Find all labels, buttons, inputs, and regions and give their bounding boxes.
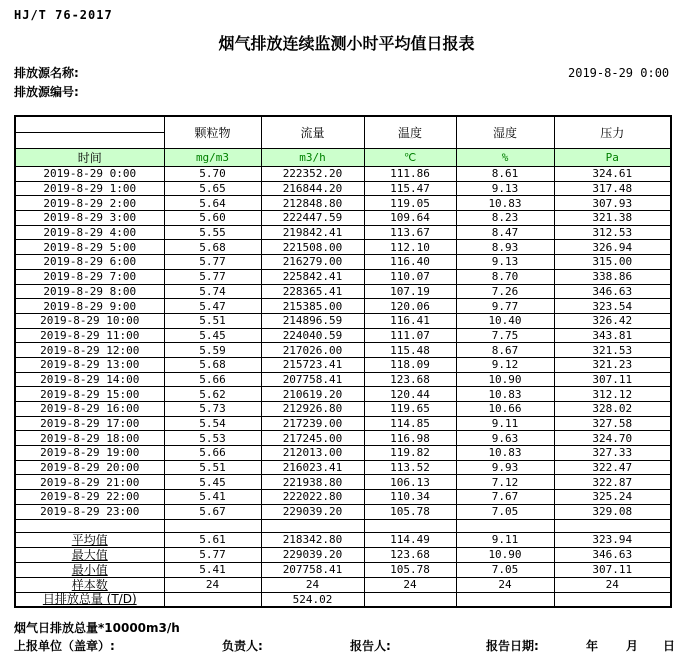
value-cell: 5.60 xyxy=(164,211,261,226)
summary-value-cell: 323.94 xyxy=(554,532,671,547)
hourly-data-row xyxy=(15,299,671,314)
split-bottom-cell xyxy=(16,133,164,148)
hourly-data-row xyxy=(15,181,671,196)
value-cell: 326.42 xyxy=(554,313,671,328)
hourly-data-row xyxy=(15,402,671,417)
summary-value-cell: 105.78 xyxy=(364,562,456,577)
hourly-data-row xyxy=(15,211,671,226)
split-top-cell xyxy=(16,117,164,133)
time-header-split-cell xyxy=(15,116,164,149)
value-cell: 7.67 xyxy=(456,490,554,505)
summary-value-cell: 24 xyxy=(456,577,554,592)
value-cell: 215385.00 xyxy=(261,299,364,314)
value-cell: 8.93 xyxy=(456,240,554,255)
unit-particulate: mg/m3 xyxy=(164,149,261,167)
summary-value-cell xyxy=(164,592,261,607)
value-cell: 113.52 xyxy=(364,460,456,475)
summary-label: 平均值 xyxy=(15,532,164,547)
reporter-label: 报告人: xyxy=(350,639,391,653)
value-cell: 105.78 xyxy=(364,504,456,519)
value-cell: 5.68 xyxy=(164,357,261,372)
value-cell: 312.12 xyxy=(554,387,671,402)
empty-cell xyxy=(456,519,554,532)
summary-value-cell: 24 xyxy=(554,577,671,592)
hourly-data-row xyxy=(15,431,671,446)
value-cell: 5.73 xyxy=(164,402,261,417)
monitoring-table xyxy=(14,115,672,608)
value-cell: 221508.00 xyxy=(261,240,364,255)
value-cell: 217245.00 xyxy=(261,431,364,446)
time-cell: 2019-8-29 10:00 xyxy=(15,313,164,328)
value-cell: 321.53 xyxy=(554,343,671,358)
value-cell: 329.08 xyxy=(554,504,671,519)
value-cell: 222447.59 xyxy=(261,211,364,226)
value-cell: 9.93 xyxy=(456,460,554,475)
value-cell: 5.41 xyxy=(164,490,261,505)
hourly-data-row xyxy=(15,475,671,490)
value-cell: 111.86 xyxy=(364,167,456,182)
value-cell: 222352.20 xyxy=(261,167,364,182)
value-cell: 119.65 xyxy=(364,402,456,417)
summary-value-cell: 24 xyxy=(261,577,364,592)
value-cell: 5.53 xyxy=(164,431,261,446)
value-cell: 327.58 xyxy=(554,416,671,431)
value-cell: 110.34 xyxy=(364,490,456,505)
hourly-data-row xyxy=(15,460,671,475)
summary-label: 最小值 xyxy=(15,562,164,577)
summary-row xyxy=(15,577,671,592)
summary-label: 最大值 xyxy=(15,547,164,562)
value-cell: 324.61 xyxy=(554,167,671,182)
time-cell: 2019-8-29 0:00 xyxy=(15,167,164,182)
value-cell: 116.40 xyxy=(364,255,456,270)
hourly-data-row xyxy=(15,504,671,519)
summary-value-cell: 207758.41 xyxy=(261,562,364,577)
value-cell: 5.70 xyxy=(164,167,261,182)
value-cell: 307.11 xyxy=(554,372,671,387)
summary-value-cell xyxy=(456,592,554,607)
time-cell: 2019-8-29 5:00 xyxy=(15,240,164,255)
summary-row xyxy=(15,547,671,562)
hourly-data-row xyxy=(15,372,671,387)
source-id-label: 排放源编号: xyxy=(14,85,79,99)
value-cell: 10.83 xyxy=(456,196,554,211)
hourly-data-row xyxy=(15,284,671,299)
time-cell: 2019-8-29 17:00 xyxy=(15,416,164,431)
value-cell: 110.07 xyxy=(364,269,456,284)
summary-value-cell: 5.41 xyxy=(164,562,261,577)
summary-value-cell xyxy=(364,592,456,607)
responsible-person-label: 负责人: xyxy=(222,639,263,653)
unit-flow: m3/h xyxy=(261,149,364,167)
value-cell: 10.83 xyxy=(456,446,554,461)
summary-value-cell: 123.68 xyxy=(364,547,456,562)
report-datetime: 2019-8-29 0:00 xyxy=(568,66,670,80)
summary-value-cell: 7.05 xyxy=(456,562,554,577)
value-cell: 225842.41 xyxy=(261,269,364,284)
value-cell: 10.40 xyxy=(456,313,554,328)
time-cell: 2019-8-29 14:00 xyxy=(15,372,164,387)
month-label: 月 xyxy=(626,639,639,653)
empty-cell xyxy=(554,519,671,532)
value-cell: 7.05 xyxy=(456,504,554,519)
time-cell: 2019-8-29 23:00 xyxy=(15,504,164,519)
value-cell: 5.77 xyxy=(164,269,261,284)
summary-label: 样本数 xyxy=(15,577,164,592)
value-cell: 312.53 xyxy=(554,225,671,240)
value-cell: 216844.20 xyxy=(261,181,364,196)
summary-value-cell: 218342.80 xyxy=(261,532,364,547)
value-cell: 5.77 xyxy=(164,255,261,270)
value-cell: 5.55 xyxy=(164,225,261,240)
time-cell: 2019-8-29 15:00 xyxy=(15,387,164,402)
value-cell: 120.44 xyxy=(364,387,456,402)
value-cell: 7.75 xyxy=(456,328,554,343)
hourly-data-row xyxy=(15,240,671,255)
hourly-data-row xyxy=(15,313,671,328)
value-cell: 346.63 xyxy=(554,284,671,299)
value-cell: 8.61 xyxy=(456,167,554,182)
day-label: 日 xyxy=(663,639,676,653)
hourly-data-row xyxy=(15,328,671,343)
time-cell: 2019-8-29 22:00 xyxy=(15,490,164,505)
summary-row xyxy=(15,592,671,607)
value-cell: 8.47 xyxy=(456,225,554,240)
value-cell: 119.05 xyxy=(364,196,456,211)
value-cell: 338.86 xyxy=(554,269,671,284)
value-cell: 5.45 xyxy=(164,475,261,490)
value-cell: 217026.00 xyxy=(261,343,364,358)
time-cell: 2019-8-29 9:00 xyxy=(15,299,164,314)
report-unit-label: 上报单位（盖章）: xyxy=(14,639,115,653)
summary-value-cell: 114.49 xyxy=(364,532,456,547)
hourly-data-row xyxy=(15,269,671,284)
value-cell: 5.64 xyxy=(164,196,261,211)
summary-value-cell: 24 xyxy=(164,577,261,592)
value-cell: 5.51 xyxy=(164,313,261,328)
value-cell: 323.54 xyxy=(554,299,671,314)
summary-value-cell: 524.02 xyxy=(261,592,364,607)
value-cell: 210619.20 xyxy=(261,387,364,402)
page-title: 烟气排放连续监测小时平均值日报表 xyxy=(218,34,475,53)
time-cell: 2019-8-29 21:00 xyxy=(15,475,164,490)
value-cell: 326.94 xyxy=(554,240,671,255)
time-cell: 2019-8-29 19:00 xyxy=(15,446,164,461)
value-cell: 115.48 xyxy=(364,343,456,358)
value-cell: 5.65 xyxy=(164,181,261,196)
value-cell: 221938.80 xyxy=(261,475,364,490)
time-cell: 2019-8-29 3:00 xyxy=(15,211,164,226)
value-cell: 5.47 xyxy=(164,299,261,314)
value-cell: 5.45 xyxy=(164,328,261,343)
value-cell: 112.10 xyxy=(364,240,456,255)
value-cell: 321.23 xyxy=(554,357,671,372)
summary-value-cell: 5.61 xyxy=(164,532,261,547)
value-cell: 5.68 xyxy=(164,240,261,255)
value-cell: 317.48 xyxy=(554,181,671,196)
summary-row xyxy=(15,562,671,577)
value-cell: 7.26 xyxy=(456,284,554,299)
value-cell: 212848.80 xyxy=(261,196,364,211)
value-cell: 106.13 xyxy=(364,475,456,490)
value-cell: 5.74 xyxy=(164,284,261,299)
value-cell: 228365.41 xyxy=(261,284,364,299)
table-header-row xyxy=(15,116,671,149)
summary-value-cell: 5.77 xyxy=(164,547,261,562)
value-cell: 107.19 xyxy=(364,284,456,299)
value-cell: 9.12 xyxy=(456,357,554,372)
value-cell: 216279.00 xyxy=(261,255,364,270)
time-cell: 2019-8-29 13:00 xyxy=(15,357,164,372)
summary-value-cell: 10.90 xyxy=(456,547,554,562)
empty-cell xyxy=(364,519,456,532)
value-cell: 116.41 xyxy=(364,313,456,328)
value-cell: 9.11 xyxy=(456,416,554,431)
value-cell: 322.87 xyxy=(554,475,671,490)
standard-code: HJ/T 76-2017 xyxy=(14,8,113,22)
time-cell: 2019-8-29 2:00 xyxy=(15,196,164,211)
empty-cell xyxy=(164,519,261,532)
summary-value-cell xyxy=(554,592,671,607)
value-cell: 8.23 xyxy=(456,211,554,226)
value-cell: 113.67 xyxy=(364,225,456,240)
hourly-data-row xyxy=(15,357,671,372)
value-cell: 327.33 xyxy=(554,446,671,461)
value-cell: 5.67 xyxy=(164,504,261,519)
year-label: 年 xyxy=(586,639,599,653)
value-cell: 217239.00 xyxy=(261,416,364,431)
value-cell: 219842.41 xyxy=(261,225,364,240)
time-cell: 2019-8-29 20:00 xyxy=(15,460,164,475)
value-cell: 5.59 xyxy=(164,343,261,358)
value-cell: 343.81 xyxy=(554,328,671,343)
value-cell: 9.77 xyxy=(456,299,554,314)
value-cell: 123.68 xyxy=(364,372,456,387)
hourly-data-row xyxy=(15,416,671,431)
column-header-humidity: 湿度 xyxy=(456,116,554,149)
value-cell: 315.00 xyxy=(554,255,671,270)
value-cell: 222022.80 xyxy=(261,490,364,505)
unit-pressure: Pa xyxy=(554,149,671,167)
value-cell: 7.12 xyxy=(456,475,554,490)
value-cell: 5.62 xyxy=(164,387,261,402)
value-cell: 5.66 xyxy=(164,446,261,461)
value-cell: 111.07 xyxy=(364,328,456,343)
empty-cell xyxy=(261,519,364,532)
time-cell: 2019-8-29 18:00 xyxy=(15,431,164,446)
value-cell: 116.98 xyxy=(364,431,456,446)
time-header-label: 时间 xyxy=(15,149,164,167)
summary-value-cell: 346.63 xyxy=(554,547,671,562)
value-cell: 215723.41 xyxy=(261,357,364,372)
value-cell: 9.13 xyxy=(456,255,554,270)
hourly-data-row xyxy=(15,255,671,270)
time-cell: 2019-8-29 6:00 xyxy=(15,255,164,270)
value-cell: 224040.59 xyxy=(261,328,364,343)
flow-total-footnote: 烟气日排放总量*10000m3/h xyxy=(14,621,180,635)
column-header-particulate: 颗粒物 xyxy=(164,116,261,149)
hourly-data-row xyxy=(15,167,671,182)
value-cell: 212926.80 xyxy=(261,402,364,417)
hourly-data-row xyxy=(15,225,671,240)
value-cell: 10.66 xyxy=(456,402,554,417)
hourly-data-row xyxy=(15,490,671,505)
value-cell: 5.66 xyxy=(164,372,261,387)
value-cell: 9.13 xyxy=(456,181,554,196)
spacer-row xyxy=(15,519,671,532)
hourly-data-row xyxy=(15,446,671,461)
value-cell: 109.64 xyxy=(364,211,456,226)
value-cell: 8.70 xyxy=(456,269,554,284)
value-cell: 9.63 xyxy=(456,431,554,446)
time-cell: 2019-8-29 4:00 xyxy=(15,225,164,240)
value-cell: 229039.20 xyxy=(261,504,364,519)
summary-row xyxy=(15,532,671,547)
value-cell: 207758.41 xyxy=(261,372,364,387)
value-cell: 214896.59 xyxy=(261,313,364,328)
value-cell: 120.06 xyxy=(364,299,456,314)
value-cell: 212013.00 xyxy=(261,446,364,461)
summary-value-cell: 307.11 xyxy=(554,562,671,577)
value-cell: 216023.41 xyxy=(261,460,364,475)
column-header-flow: 流量 xyxy=(261,116,364,149)
value-cell: 5.54 xyxy=(164,416,261,431)
summary-value-cell: 24 xyxy=(364,577,456,592)
time-cell: 2019-8-29 7:00 xyxy=(15,269,164,284)
value-cell: 10.90 xyxy=(456,372,554,387)
value-cell: 115.47 xyxy=(364,181,456,196)
summary-label: 日排放总量 (T/D) xyxy=(15,592,164,607)
hourly-data-row xyxy=(15,196,671,211)
value-cell: 307.93 xyxy=(554,196,671,211)
time-cell: 2019-8-29 1:00 xyxy=(15,181,164,196)
empty-cell xyxy=(15,519,164,532)
summary-value-cell: 9.11 xyxy=(456,532,554,547)
time-cell: 2019-8-29 16:00 xyxy=(15,402,164,417)
value-cell: 10.83 xyxy=(456,387,554,402)
unit-temperature: ℃ xyxy=(364,149,456,167)
value-cell: 328.02 xyxy=(554,402,671,417)
hourly-data-row xyxy=(15,387,671,402)
time-cell: 2019-8-29 12:00 xyxy=(15,343,164,358)
value-cell: 118.09 xyxy=(364,357,456,372)
value-cell: 5.51 xyxy=(164,460,261,475)
unit-humidity: % xyxy=(456,149,554,167)
summary-value-cell: 229039.20 xyxy=(261,547,364,562)
column-header-pressure: 压力 xyxy=(554,116,671,149)
report-date-label: 报告日期: xyxy=(486,639,539,653)
time-cell: 2019-8-29 8:00 xyxy=(15,284,164,299)
value-cell: 322.47 xyxy=(554,460,671,475)
column-header-temperature: 温度 xyxy=(364,116,456,149)
time-cell: 2019-8-29 11:00 xyxy=(15,328,164,343)
value-cell: 324.70 xyxy=(554,431,671,446)
value-cell: 321.38 xyxy=(554,211,671,226)
value-cell: 8.67 xyxy=(456,343,554,358)
units-row xyxy=(15,149,671,167)
value-cell: 119.82 xyxy=(364,446,456,461)
value-cell: 114.85 xyxy=(364,416,456,431)
value-cell: 325.24 xyxy=(554,490,671,505)
hourly-data-row xyxy=(15,343,671,358)
source-name-label: 排放源名称: xyxy=(14,66,79,80)
